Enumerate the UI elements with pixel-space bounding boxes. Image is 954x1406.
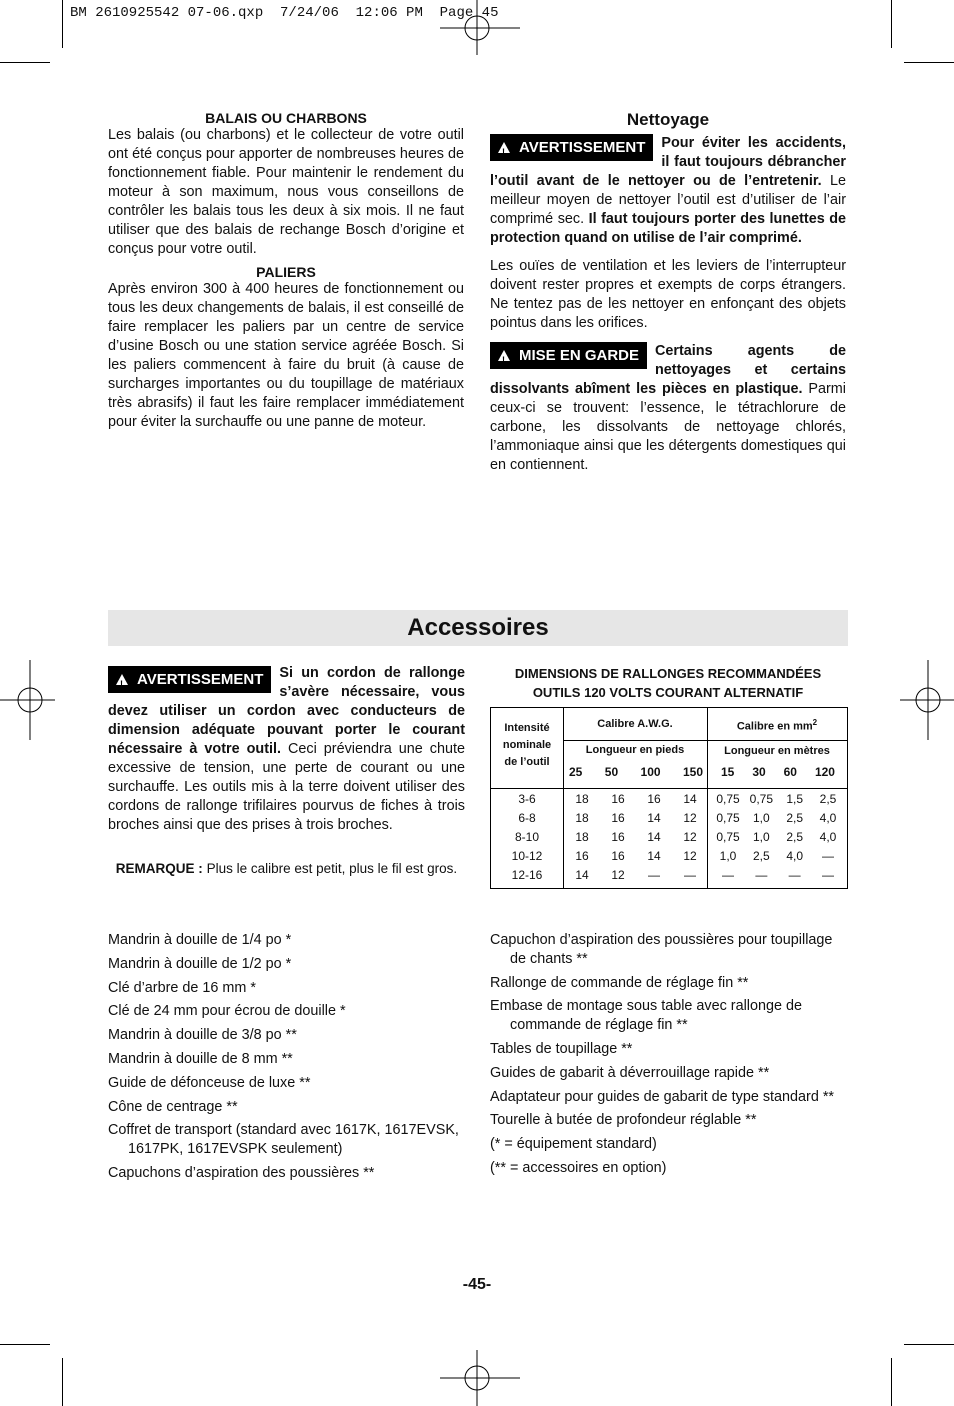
mm-cell: — [755, 868, 768, 882]
remark: REMARQUE : Plus le calibre est petit, plus le fil est gros. [115, 861, 458, 876]
list-item: Cône de centrage ** [108, 1098, 238, 1115]
registration-mark-right [900, 660, 954, 740]
m-col-label: 15 [721, 765, 735, 779]
awg-cell: 18 [575, 792, 589, 806]
list-item: Tables de toupillage ** [490, 1040, 633, 1057]
mm-cell: 4,0 [786, 849, 803, 863]
mm-cell: 2,5 [786, 830, 803, 844]
nettoyage-heading: Nettoyage [626, 110, 710, 129]
col-intensity-header: Intensité nominale de l’outil [502, 722, 552, 768]
ft-columns [569, 765, 703, 779]
mm-cell: — [722, 868, 734, 882]
awg-cell: 12 [683, 849, 697, 863]
list-item: Guides de gabarit à déverrouillage rapide ** [490, 1064, 770, 1081]
accessories-list-right [490, 931, 846, 1183]
amp-cell: 10-12 [511, 849, 543, 863]
list-item: (** = accessoires en option) [490, 1159, 667, 1176]
accessoires-title: Accessoires [108, 610, 848, 646]
awg-cell: 18 [575, 811, 589, 825]
amp-cell: 12-16 [511, 868, 543, 882]
awg-cell: 16 [611, 811, 625, 825]
mm-header: Calibre en $mm^2$ [736, 718, 818, 733]
warning-badge: !AVERTISSEMENT [108, 666, 271, 693]
m-header: Longueur en mètres [724, 745, 830, 757]
ft-col-label: 150 [682, 765, 703, 779]
mm-cell: — [821, 849, 834, 863]
amp-cell: 3-6 [518, 792, 536, 806]
awg-cell: 16 [647, 792, 661, 806]
mm-cell: — [788, 868, 801, 882]
warning-badge: !AVERTISSEMENT [490, 134, 653, 161]
cord-warning: !AVERTISSEMENT Si un cordon de rallonge s’avère nécessaire, vous devez utiliser un cordon avec conducteurs de dimension adéquate pouvant porter le courant nécessaire à votre outil. Ceci préviendra une chute excessive de tension, une perte de courant ou une surchauffe. Les outils mis à la terre doivent utiliser des cordons de rallonge trifilaires pourvus de fiches à trois broches ainsi que des prises à trois broches. [108, 664, 465, 835]
ft-header: Longueur en pieds [585, 744, 685, 756]
page-number: -45- [462, 1276, 492, 1293]
awg-cell: 12 [611, 868, 625, 882]
mm-cell: 0,75 [716, 830, 740, 844]
warning-icon [498, 350, 510, 361]
amp-cell: 6-8 [518, 811, 536, 825]
awg-cell: 14 [647, 830, 661, 844]
table-row [491, 790, 847, 809]
list-item: Coffret de transport (standard avec 1617K, 1617EVSK, 1617PK, 1617EVSPK seulement) [108, 1122, 459, 1158]
amp-cell: 8-10 [514, 830, 540, 844]
balais-text: Les balais (ou charbons) et le collecteur de votre outil ont été conçus pour apporter de nombreuses heures de fonctionnement fiable. Pour maintenir le rendement du moteur à son maximum, nous vous conseillons de contrôler les balais tous les deux à six mois. Il ne faut utiliser que des balais de rechange Bosch d’origine et conçus pour votre outil. [108, 127, 464, 257]
cord-section [108, 664, 465, 876]
balais-heading: BALAIS OU CHARBONS [205, 110, 367, 126]
awg-cell: 16 [611, 792, 625, 806]
awg-cell: 12 [683, 830, 697, 844]
awg-cell: 16 [611, 849, 625, 863]
mm-cell: 1,5 [786, 792, 803, 806]
list-item: Embase de montage sous table avec rallonge de commande de réglage fin ** [490, 998, 802, 1034]
mm-cell: 2,5 [786, 811, 803, 825]
mm-cell: 0,75 [749, 792, 773, 806]
table-row [491, 809, 847, 828]
registration-mark-bottom [440, 1350, 520, 1406]
ft-col-label: 100 [640, 765, 661, 779]
table-body [491, 790, 847, 885]
list-item: Mandrin à douille de 8 mm ** [108, 1050, 293, 1067]
table-row [491, 847, 847, 866]
table-row [491, 828, 847, 847]
mm-cell: 1,0 [719, 849, 737, 863]
list-item: (* = équipement standard) [490, 1136, 657, 1153]
warning-icon [498, 142, 510, 153]
warning-icon [116, 674, 128, 685]
awg-cell: 14 [647, 849, 661, 863]
list-item: Capuchon d’aspiration des poussières pour toupillage de chants ** [490, 932, 833, 967]
list-item: Rallonge de commande de réglage fin ** [490, 974, 749, 991]
mm-cell: 2,5 [819, 792, 837, 806]
list-item: Mandrin à douille de 1/4 po * [108, 932, 292, 948]
awg-cell: 18 [575, 830, 589, 844]
mm-cell: 1,0 [752, 830, 770, 844]
awg-cell: 16 [611, 830, 625, 844]
awg-header: Calibre A.W.G. [597, 718, 673, 730]
list-item: Guide de défonceuse de luxe ** [108, 1074, 311, 1091]
warning-cleaning: !AVERTISSEMENT Pour éviter les accidents, il faut toujours débrancher l’outil avant de le nettoyer ou de l’entretenir. Le meilleur moyen de nettoyer l’outil est d’utiliser de l’air comprimé sec. Il faut toujours porter des lunettes de protection quand on utilise de l’air comprimé. [490, 134, 846, 248]
registration-mark-left [0, 660, 55, 740]
right-column-top [490, 110, 846, 475]
caution-cleaning: !MISE EN GARDE Certains agents de nettoyages et certains dissolvants abîment les pièces en plastique. Parmi ceux-ci se trouvent: l’essence, le tétrachlorure de carbone, les dissolvants de nettoyage chlorés, l’ammoniaque ainsi que les détergents domestiques qui en contiennent. [490, 342, 846, 475]
awg-cell: 14 [683, 792, 697, 806]
mm-cell: 4,0 [819, 830, 837, 844]
vent-text: Les ouïes de ventilation et les leviers de l’interrupteur doivent rester propres et exempts de corps étrangers. Ne tentez pas de les nettoyer en enfonçant des objets pointus dans les orifices. [490, 258, 846, 331]
awg-cell: 14 [575, 868, 589, 882]
m-col-label: 120 [814, 765, 835, 779]
print-header: BM 2610925542 07-06.qxp 7/24/06 12:06 PM Page 45 [70, 5, 499, 21]
list-item: Capuchons d’aspiration des poussières ** [108, 1164, 375, 1181]
left-column-top [108, 110, 464, 432]
table-row [491, 866, 847, 885]
list-item: Clé d’arbre de 16 mm * [108, 979, 256, 996]
awg-cell: — [648, 868, 660, 882]
awg-cell: 14 [647, 811, 661, 825]
ft-col-label: 50 [604, 765, 619, 779]
list-item: Adaptateur pour guides de gabarit de type standard ** [490, 1088, 835, 1105]
paliers-heading: PALIERS [256, 264, 316, 280]
mm-cell: 0,75 [716, 792, 740, 806]
paliers-text: Après environ 300 à 400 heures de fonctionnement ou tous les deux changements de balais, il est conseillé de faire remplacer les paliers par un centre de service d’usine Bosch ou une station service agréée Bosch. Si les paliers commencent à faire du bruit (à cause de surcharges importantes ou du toupillage de matériaux très abrasifs) il faut les faire remplacer immédiatement pour éviter la surchauffe ou une panne de moteur. [108, 281, 464, 430]
mm-cell: 1,0 [752, 811, 770, 825]
m-columns [721, 765, 835, 779]
caution-badge: !MISE EN GARDE [490, 342, 647, 369]
m-col-label: 30 [752, 765, 766, 779]
list-item: Tourelle à butée de profondeur réglable ** [490, 1112, 757, 1129]
extension-cord-table [490, 707, 848, 889]
list-item: Mandrin à douille de 3/8 po ** [108, 1027, 297, 1044]
mm-cell: 4,0 [819, 811, 837, 825]
mm-cell: — [821, 868, 834, 882]
mm-cell: 2,5 [752, 849, 770, 863]
awg-cell: — [684, 868, 696, 882]
list-item: Clé de 24 mm pour écrou de douille * [108, 1003, 346, 1020]
table-title: DIMENSIONS DE RALLONGES RECOMMANDÉES OUTILS 120 VOLTS COURANT ALTERNATIF [514, 666, 822, 700]
awg-cell: 12 [683, 811, 697, 825]
ft-col-label: 25 [569, 765, 583, 779]
accessories-list-left [108, 931, 465, 1188]
m-col-label: 60 [783, 765, 797, 779]
registration-mark-top [440, 0, 520, 60]
mm-cell: 0,75 [716, 811, 740, 825]
list-item: Mandrin à douille de 1/2 po * [108, 955, 292, 972]
awg-cell: 16 [575, 849, 589, 863]
